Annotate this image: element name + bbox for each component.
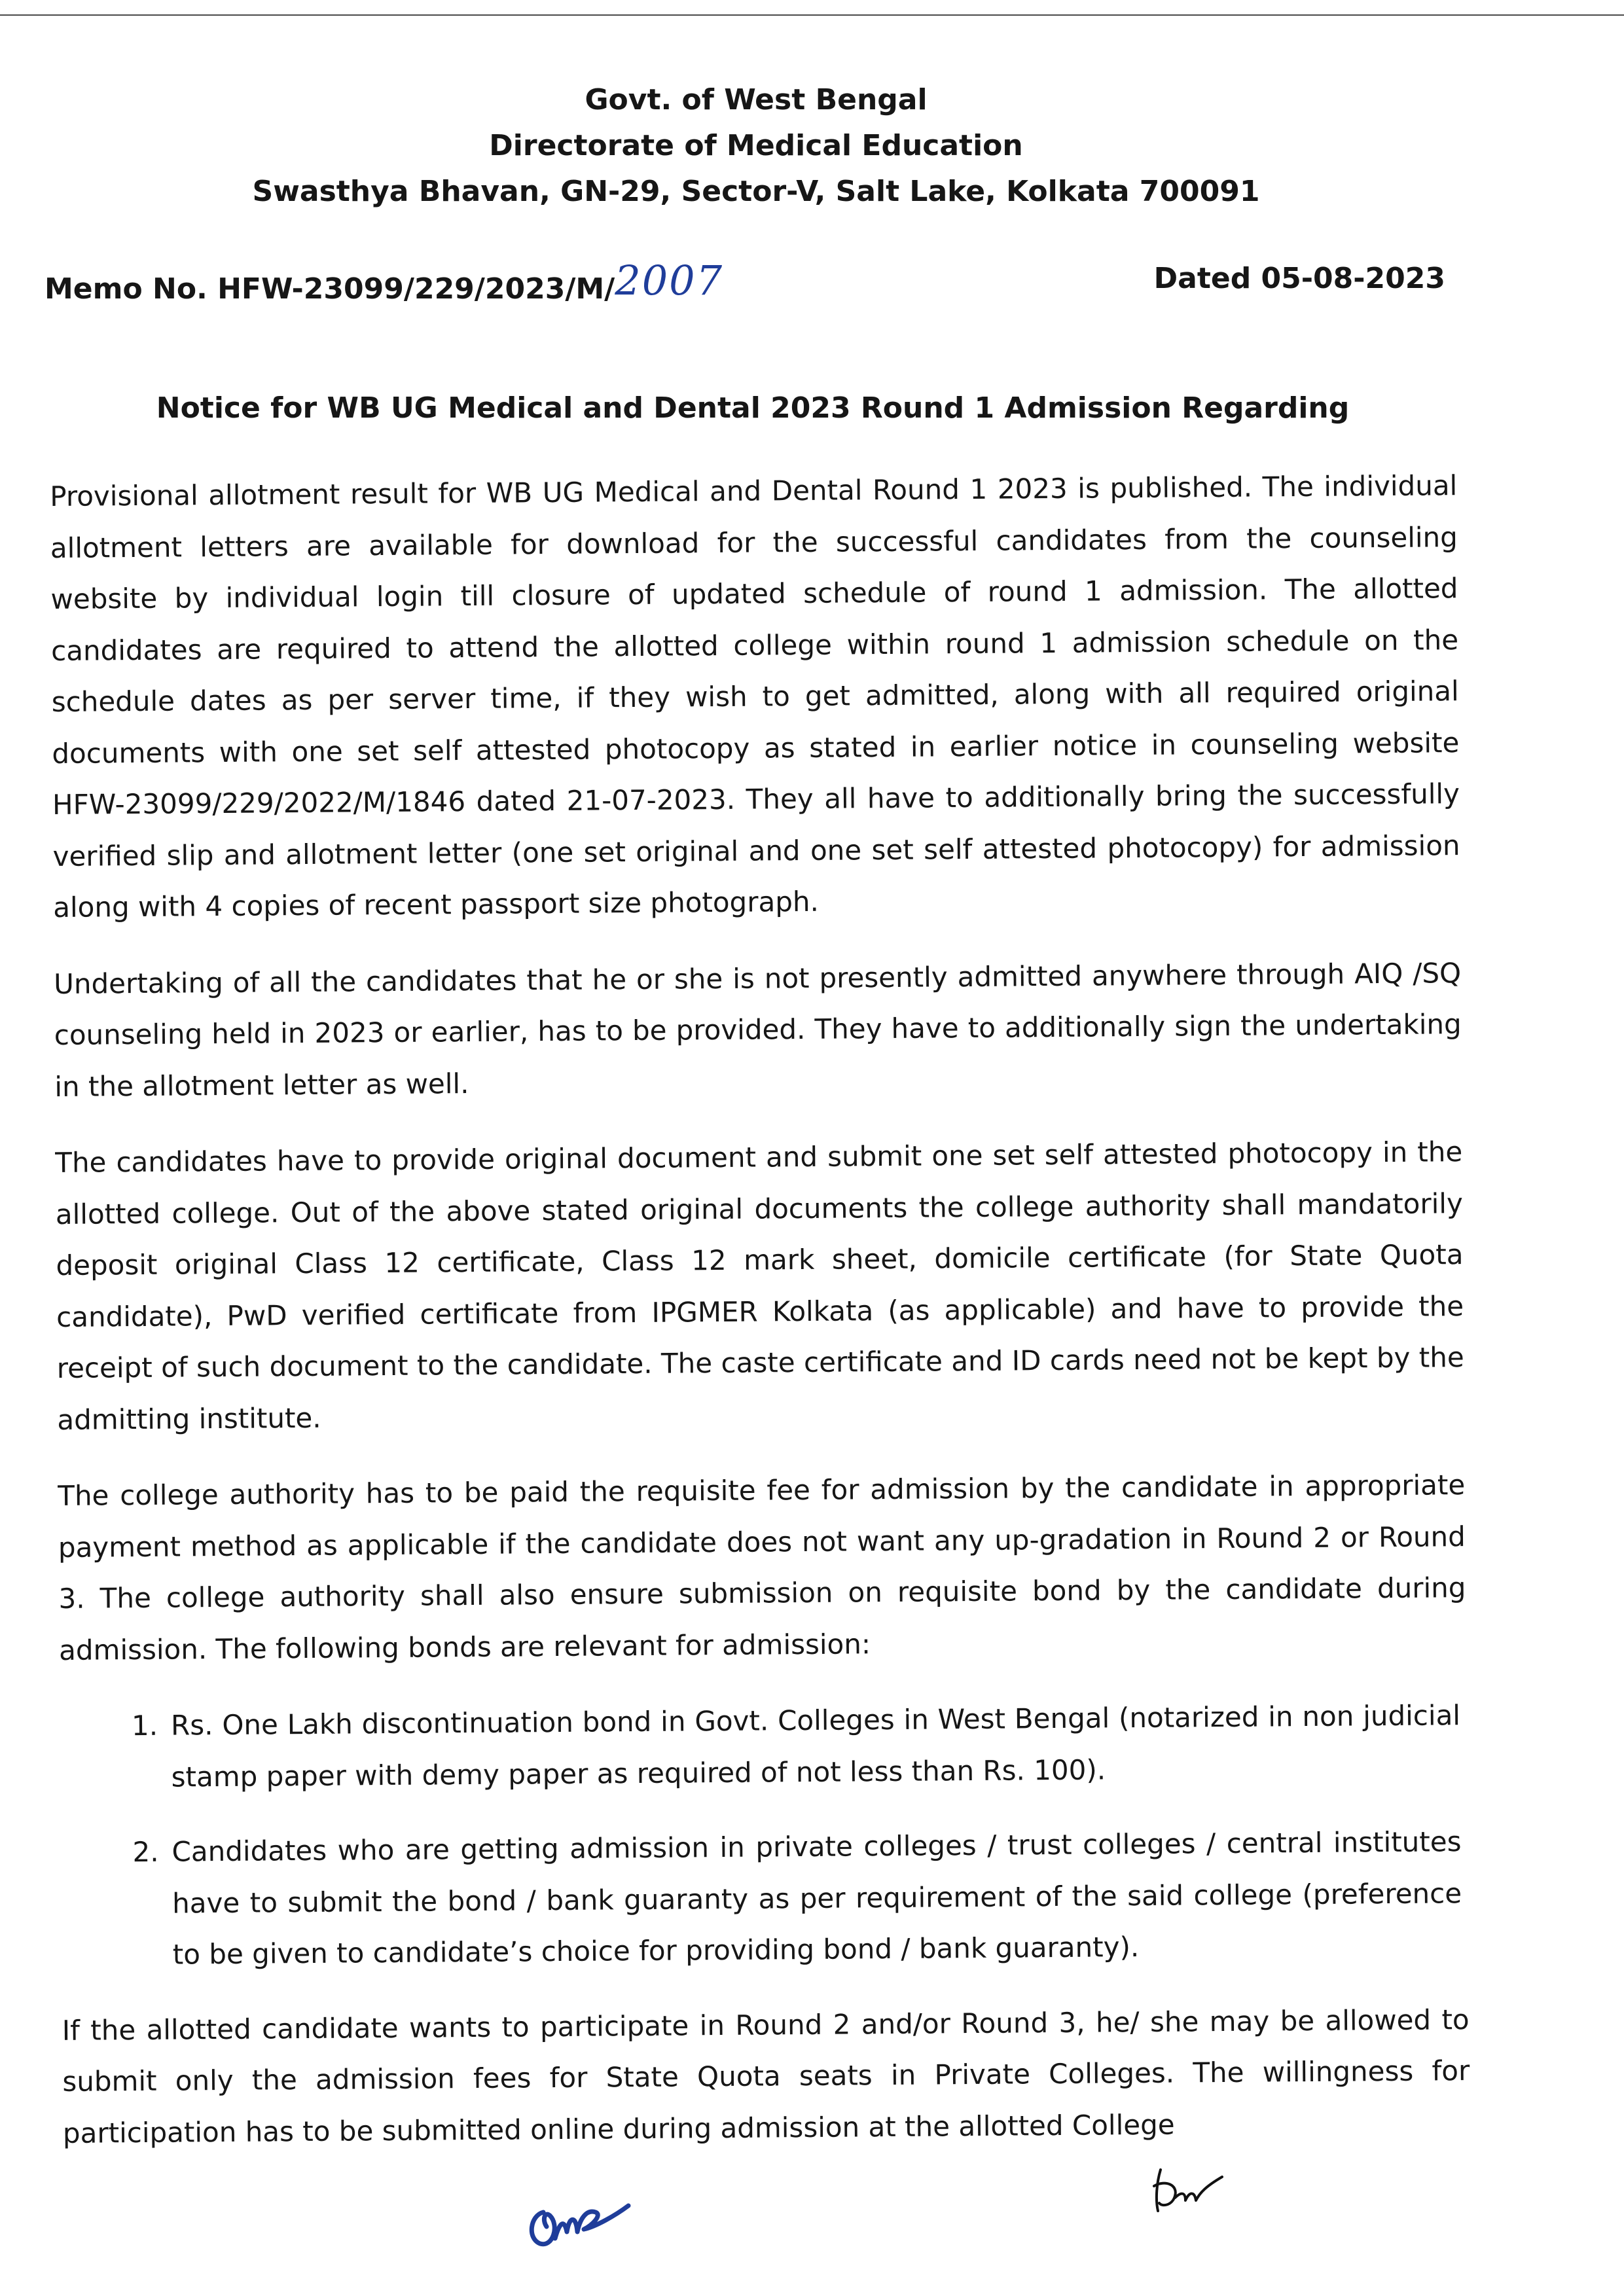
- paragraph-undertaking: Undertaking of all the candidates that he or she is not presently admitted anywhere through AIQ /SQ counseling held in 2023 or earlier, has to be provided. They have to additionally sign the undertaking in the allotment letter as well.: [53, 956, 1462, 1103]
- paragraph-fees-bonds: The college authority has to be paid the requisite fee for admission by the candidate in appropriate payment method as applicable if the candidate does not want any up-gradation in Round 2 or Round 3. The college authority shall also ensure submission on requisite bond by the candidate during admission. The following bonds are relevant for admission:: [58, 1469, 1466, 1666]
- notice-body: [50, 460, 1470, 2184]
- bond-item-text: Candidates who are getting admission in private colleges / trust colleges / central institutes have to submit the bond / bank guaranty as per requirement of the said college (preference to be given to candidate’s choice for providing bond / bank guaranty).: [171, 1825, 1462, 1971]
- notice-title: Notice for WB UG Medical and Dental 2023 Round 1 Admission Regarding: [156, 391, 1350, 425]
- paragraph-allotment-result: Provisional allotment result for WB UG Medical and Dental Round 1 2023 is published. The individual allotment letters are available for download for the successful candidates from the counseling website by individual login till closure of updated schedule of round 1 admission. The allotted candidates are required to attend the allotted college within round 1 admission schedule on the schedule dates as per server time, if they wish to get admitted, along with all required original documents with one set self attested photocopy as stated in earlier notice in counseling website HFW-23099/229/2022/M/1846 dated 21-07-2023. They all have to additionally bring the successfully verified slip and allotment letter (one set original and one set self attested photocopy) for admission along with 4 copies of recent passport size photograph.: [50, 469, 1460, 924]
- bond-item-number: 2.: [132, 1835, 159, 1869]
- memo-handwritten-number: 2007: [615, 257, 724, 304]
- initials-signature: [524, 2186, 635, 2251]
- header-address: Swasthya Bhavan, GN-29, Sector-V, Salt Lake, Kolkata 700091: [252, 175, 1260, 208]
- header-government: Govt. of West Bengal: [585, 83, 928, 117]
- paragraph-round-participation: If the allotted candidate wants to participate in Round 2 and/or Round 3, he/ she may be allowed to submit only the admission fees for State Quota seats in Private Colleges. The willingness for participation has to be submitted online during admission at the allotted College: [62, 2003, 1470, 2149]
- memo-label: Memo No. HFW-23099/229/2023/M/: [45, 272, 615, 306]
- letterhead: [0, 77, 1512, 215]
- bond-item-number: 1.: [131, 1709, 158, 1742]
- paragraph-documents: The candidates have to provide original document and submit one set self attested photocopy in the allotted college. Out of the above stated original documents the college authority shall mandatorily deposit original Class 12 certificate, Class 12 mark sheet, domicile certificate (for State Quota candidate), PwD verified certificate from IPGMER Kolkata (as applicable) and have to provide the receipt of such document to the candidate. The caste certificate and ID cards need not be kept by the admitting institute.: [55, 1136, 1464, 1436]
- bond-item-text: Rs. One Lakh discontinuation bond in Govt. Colleges in West Bengal (notarized in non judicial stamp paper with demy paper as required of not less than Rs. 100).: [170, 1699, 1461, 1793]
- header-directorate: Directorate of Medical Education: [489, 129, 1023, 162]
- memo-date: Dated 05-08-2023: [1153, 262, 1445, 295]
- official-signature: [1149, 2160, 1227, 2219]
- bond-list: [60, 1690, 1469, 1981]
- bond-list-item: [60, 1816, 1469, 1981]
- memo-row: [45, 257, 1445, 313]
- memo-number: [45, 257, 724, 308]
- bond-list-item: [60, 1690, 1468, 1804]
